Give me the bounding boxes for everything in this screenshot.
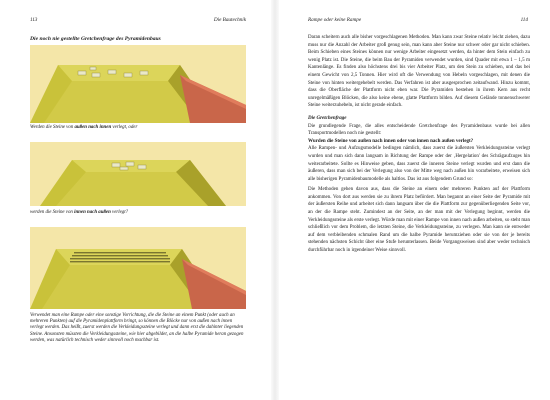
page-number: 113 [30, 17, 38, 23]
left-page [0, 0, 272, 400]
caption-1-bold: außen nach innen [74, 125, 112, 130]
paragraph: Die grundlegende Frage, die alles entscheidende Gretchenfrage des Pyramidenbaus wurde bei allen Transportmodellen noch nie gestellt: [308, 123, 530, 137]
caption-2-post: verlegt? [110, 210, 129, 215]
paragraph: Daran scheitern auch alle bisher vorgeschlagenen Methoden. Man kann zwar Steine relativ leicht ziehen, dazu muss nur die Anzahl der Arbeiter groß genug sein, man kann aber Steine nur schwer oder gar nicht schieben. Beim Schieben eines Steines können nur wenige Arbeiter eingesetzt werden, da hinter dem Stein einfach zu wenig Platz ist. Die Steine, die beim Bau der Pyramiden verwendet wurden, sind Quader mit etwa 1 – 1,5 m Kantenlänge. Es finden also höchstens drei bis vier Arbeiter Platz, um den Stein zu schieben, und das bei einem Gewicht von 2,5 Tonnen. Hier wird oft die Verwendung von Hebeln vorgeschlagen, mit denen die Steine von hinten weitergehebelt werden. Das Verfahren ist aber ausgesprochen zeitaufwand. Hinzu kommt, dass die Oberfläche der Plattform nicht eben war. Die Pyramiden bestehen in ihrem Kern aus recht unregelmäßigen Blöcken, die also keine ebene, glatte Plattform bilden. Auf diesem Gelände tonnenschwerer Steine weiterzuhebeln, ist nicht gerade einfach. [308, 35, 530, 109]
key-question: Wurden die Steine von außen nach innen oder von innen nach außen verlegt? [308, 138, 474, 144]
running-head [30, 17, 246, 23]
running-head [308, 17, 528, 23]
page-number: 114 [520, 17, 528, 23]
caption-1-post: verlegt, oder [111, 125, 138, 130]
pyramid-illustration [30, 227, 246, 309]
pyramid-illustration [30, 142, 246, 206]
pyramid-figure-outside-in [30, 45, 246, 123]
paragraph: Die Methoden gehen davon aus, dass die Steine an einem oder mehreren Punkten auf der Plattform ankommen. Von dort aus werden sie zu ihrem Platz befördert. Man begannt an einer Seite der Pyramide mit der äußersten Reihe und arbeitet sich dann langsam über die die Plattform zur gegenüberliegenden Seite vor, an der die Rampe steht. Zumindest an der Seite, an der man mit der Verlegung beginnt, werden die Verkleidungssteine als erste verlegt. Würde man mit einer Rampe von innen nach außen arbeiten, so steht man schließlich vor dem Problem, die letzten Steine, die Verkleidungssteine, zu verlegen. Man kann sie entweder auf dem verbleibenden schmalen Rand um die halbe Pyramide herumziehen oder sie von der je bereits stehenden nächsten Schicht über eine Stufe herunterlassen. Beide Vorgangsweisen sind aber weder technisch durchführbar noch in irgendeiner Weise sinnvoll. [308, 187, 530, 254]
figure-title: Die noch nie gestellte Gretchenfrage des Pyramidenbaus [30, 36, 161, 42]
figure-caption-1 [30, 125, 246, 131]
pyramid-figure-ramp [30, 227, 246, 309]
subheading: Die Gretchenfrage [308, 115, 347, 121]
figure-caption-3: Verwendet man eine Rampe oder eine sonstige Vorrichtung, die die Steine an einem Punkt (oder auch an mehreren Punkten) auf die Pyramidenplattform bringt, so können die Blöcke nur von außen nach innen verlegt werden. Das heißt, zuerst werden die Verkleidungssteine verlegt und dann erst die dahinter liegenden Steine. Ansonsten müssten die Verkleidungssteine, wie hier abgebildet, an die halbe Pyramide heran gezogen werden, was natürlich technisch weder sinnvoll noch machbar ist. [30, 313, 244, 343]
caption-2-bold: innen nach außen [74, 210, 111, 215]
pyramid-figure-inside-out [30, 142, 246, 206]
running-head-title: Die Bautechnik [213, 17, 246, 23]
paragraph: Alle Rampen- und Aufzugsmodelle bedingen nämlich, dass zuerst die äußersten Verkleidungssteine verlegt wurden und man sich dann langsam in Richtung der Rampe oder der ‚Hergelation' des Schrägaufzuges hin weiterarbeitete. Sollte es Hinweise geben, dass zuerst die inneren Steine verlegt wurden und erst dann die äußeren, dass man sich bei der Verlegung also von der Mitte weg nach außen hin vorarbeitete, erweisen sich alle bisherigen Pyramidenbaumodelle als haltlos. Das ist aus folgendem Grund so: [308, 146, 530, 182]
pyramid-illustration [30, 45, 246, 123]
running-head-title: Rampe oder keine Rampe [308, 17, 362, 23]
body-text [308, 34, 530, 255]
caption-2-pre: werden die Steine von [30, 210, 75, 215]
right-page [278, 0, 550, 400]
figure-caption-2 [30, 210, 246, 216]
caption-1-pre: Werden die Steine von [30, 125, 75, 130]
